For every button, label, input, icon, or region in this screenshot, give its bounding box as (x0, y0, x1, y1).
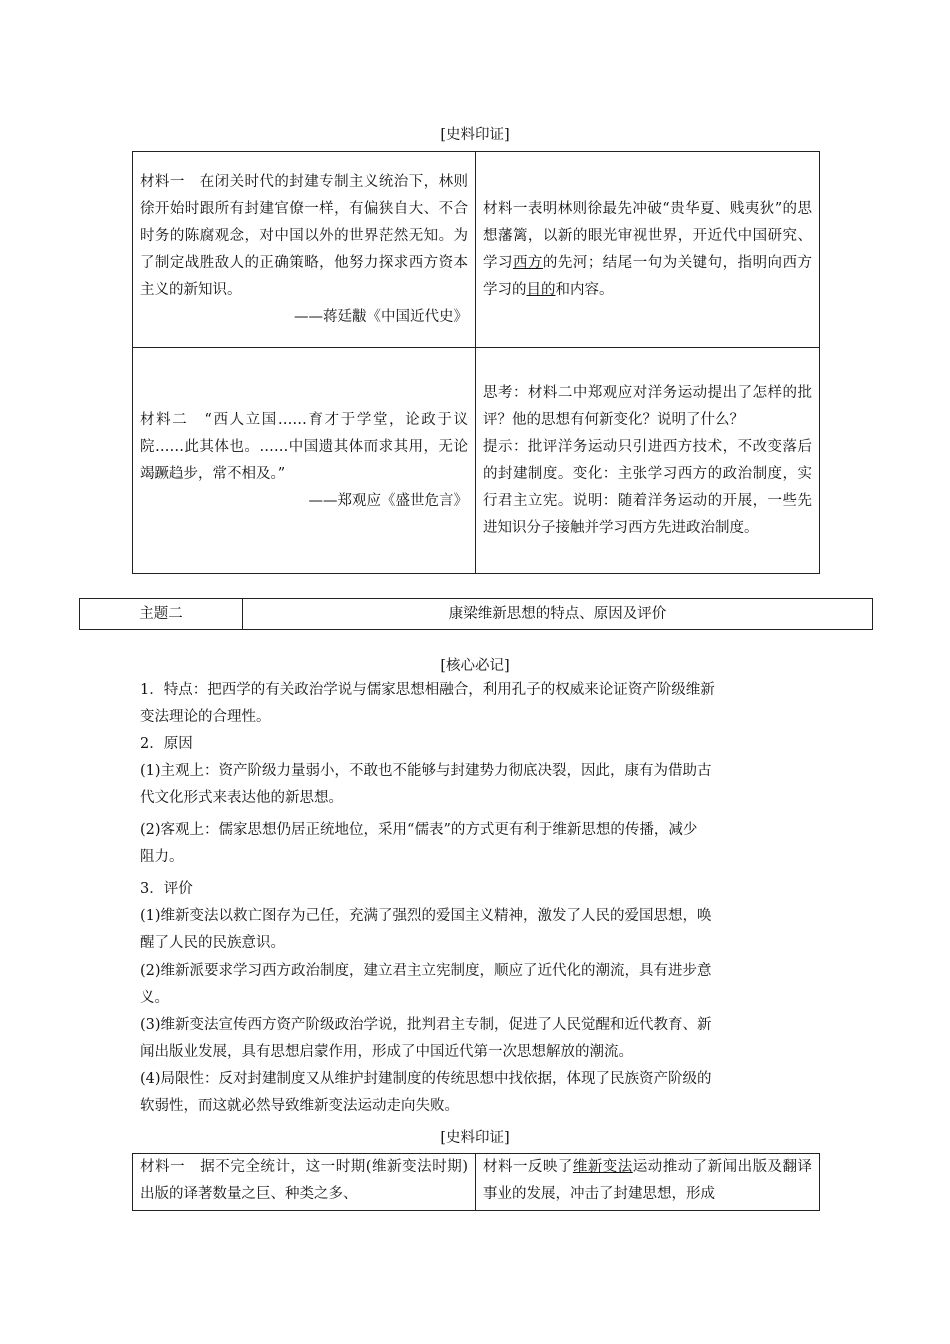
material-source: ——蒋廷黻《中国近代史》 (294, 308, 468, 325)
analysis-text: 和内容。 (555, 281, 614, 298)
analysis-cell (476, 1154, 820, 1211)
analysis-text: 材料一表明林则徐最先冲破“贵华夏、贱夷狄”的思想藩篱，以新的眼光审视世界，开近代中国研究、学习 (483, 200, 812, 271)
topic-label: 主题二 (80, 599, 243, 630)
source-table-2 (132, 1153, 820, 1211)
topic-bar (79, 598, 873, 630)
section-heading-shiliao-2: [史料印证] (440, 1130, 510, 1146)
underlined-term: 西方 (512, 254, 543, 271)
table-row (133, 1154, 820, 1211)
analysis-text: 的先河；结尾一句为关键句，指明向西方学习的 (483, 254, 812, 298)
underlined-term: 目的 (526, 281, 556, 298)
core-line: 3．评价 (140, 881, 193, 897)
material-one-text: 材料一 据不完全统计，这一时期(维新变法时期)出版的译著数量之巨、种类之多、 (140, 1159, 468, 1202)
core-line: 2．原因 (140, 736, 193, 752)
table-row (133, 152, 820, 348)
material-one-text: 材料一 在闭关时代的封建专制主义统治下，林则徐开始时跟所有封建官僚一样，有偏狭自大、不合时务的陈腐观念，对中国以外的世界茫然无知。为了制定战胜敌人的正确策略，他努力探求西方资本主义的新知识。 (140, 173, 468, 298)
section-heading-core: [核心必记] (440, 658, 510, 674)
core-line: (2)客观上：儒家思想仍居正统地位，采用“儒表”的方式更有利于维新思想的传播，减少 (140, 822, 698, 838)
core-line: (3)维新变法宣传西方资产阶级政治学说，批判君主专制，促进了人民觉醒和近代教育、新 (140, 1017, 712, 1033)
core-line: (4)局限性：反对封建制度又从维护封建制度的传统思想中找依据，体现了民族资产阶级的 (140, 1071, 712, 1087)
core-line: (1)主观上：资产阶级力量弱小，不敢也不能够与封建势力彻底决裂，因此，康有为借助古 (140, 763, 712, 779)
material-two-text: 材料二 “西人立国……育才于学堂，论政于议院……此其体也。……中国遗其体而求其用，无论竭蹶趋步，常不相及。” (140, 411, 468, 482)
analysis-text: 材料一反映了 (483, 1159, 573, 1175)
core-line: 变法理论的合理性。 (140, 709, 271, 725)
analysis-text: 运动推动了新闻出版及翻译事业的发展，冲击了封建思想，形成 (483, 1159, 813, 1202)
core-line: 阻力。 (140, 849, 184, 865)
analysis-cell (476, 152, 820, 348)
core-line: 代文化形式来表达他的新思想。 (140, 790, 343, 806)
table-row (133, 348, 820, 574)
core-line: (2)维新派要求学习西方政治制度，建立君主立宪制度，顺应了近代化的潮流，具有进步意 (140, 963, 712, 979)
core-line: 闻出版业发展，具有思想启蒙作用，形成了中国近代第一次思想解放的潮流。 (140, 1044, 633, 1060)
hint-answer: 提示：批评洋务运动只引进西方技术，不改变落后的封建制度。变化：主张学习西方的政治制度，实行君主立宪。说明：随着洋务运动的开展，一些先进知识分子接触并学习西方先进政治制度。 (483, 438, 812, 536)
section-heading-shiliao-1: [史料印证] (440, 127, 510, 143)
core-line: 软弱性，而这就必然导致维新变法运动走向失败。 (140, 1098, 459, 1114)
core-line: 义。 (140, 990, 169, 1006)
topic-title: 康梁维新思想的特点、原因及评价 (243, 599, 873, 630)
source-table-1 (132, 151, 820, 574)
thinking-question: 思考：材料二中郑观应对洋务运动提出了怎样的批评？他的思想有何新变化？说明了什么？ (483, 384, 812, 428)
underlined-term: 维新变法 (572, 1159, 633, 1175)
core-line: (1)维新变法以救亡图存为己任，充满了强烈的爱国主义精神，激发了人民的爱国思想，唤 (140, 908, 712, 924)
material-cell (133, 152, 476, 348)
question-cell (476, 348, 820, 574)
core-line: 醒了人民的民族意识。 (140, 935, 285, 951)
material-cell (133, 1154, 476, 1211)
material-cell (133, 348, 476, 574)
core-line: 1．特点：把西学的有关政治学说与儒家思想相融合，利用孔子的权威来论证资产阶级维新 (140, 682, 715, 698)
material-source: ——郑观应《盛世危言》 (308, 492, 468, 509)
